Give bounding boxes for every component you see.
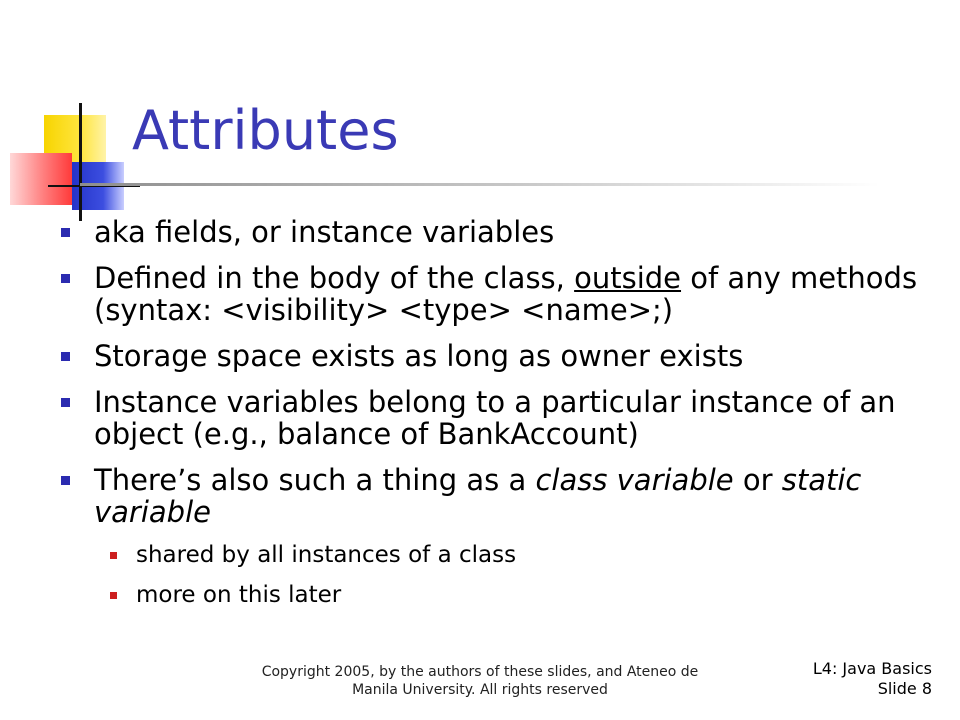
bullet-text: Instance variables belong to a particular instance of an object (e.g., balance of BankAccount) xyxy=(94,385,896,451)
copyright-line: Copyright 2005, by the authors of these slides, and Ateneo de xyxy=(261,664,699,680)
bullet-list xyxy=(58,216,918,622)
underlined-word: outside xyxy=(574,261,682,295)
sub-bullet-text: more on this later xyxy=(136,582,342,608)
sub-bullet-item xyxy=(58,542,918,569)
bullet-text: Defined in the body of the class, xyxy=(94,261,575,295)
sub-bullet-item xyxy=(58,582,918,609)
bullet-item xyxy=(58,262,918,326)
bullet-text: aka fields, or instance variables xyxy=(94,215,555,249)
slide-info xyxy=(732,659,932,699)
copyright-line: Manila University. All rights reserved xyxy=(352,682,608,698)
bullet-text: There’s also such a thing as a xyxy=(94,463,536,497)
italic-term: static variable xyxy=(94,463,862,529)
square-sub-bullet-icon xyxy=(110,592,117,599)
bullet-item xyxy=(58,464,918,528)
slide-number: Slide 8 xyxy=(877,679,932,698)
bullet-text: of any methods (syntax: <visibility> <type> <name>;) xyxy=(94,261,918,327)
slide-title: Attributes xyxy=(132,99,399,162)
bullet-item xyxy=(58,216,918,248)
title-underline-rule xyxy=(80,183,880,186)
square-bullet-icon xyxy=(61,398,70,407)
bullet-item xyxy=(58,340,918,372)
square-bullet-icon xyxy=(61,274,70,283)
logo-vertical-line xyxy=(79,103,82,221)
decorative-logo-squares xyxy=(0,95,140,225)
square-bullet-icon xyxy=(61,476,70,485)
bullet-item xyxy=(58,386,918,450)
bullet-text: or xyxy=(733,463,782,497)
course-label: L4: Java Basics xyxy=(812,659,932,678)
sub-bullet-text: shared by all instances of a class xyxy=(136,542,517,568)
red-square xyxy=(10,153,72,205)
square-bullet-icon xyxy=(61,352,70,361)
square-sub-bullet-icon xyxy=(110,552,117,559)
copyright-footer xyxy=(240,663,720,699)
bullet-text: Storage space exists as long as owner exists xyxy=(94,339,744,373)
square-bullet-icon xyxy=(61,228,70,237)
italic-term: class variable xyxy=(535,463,734,497)
